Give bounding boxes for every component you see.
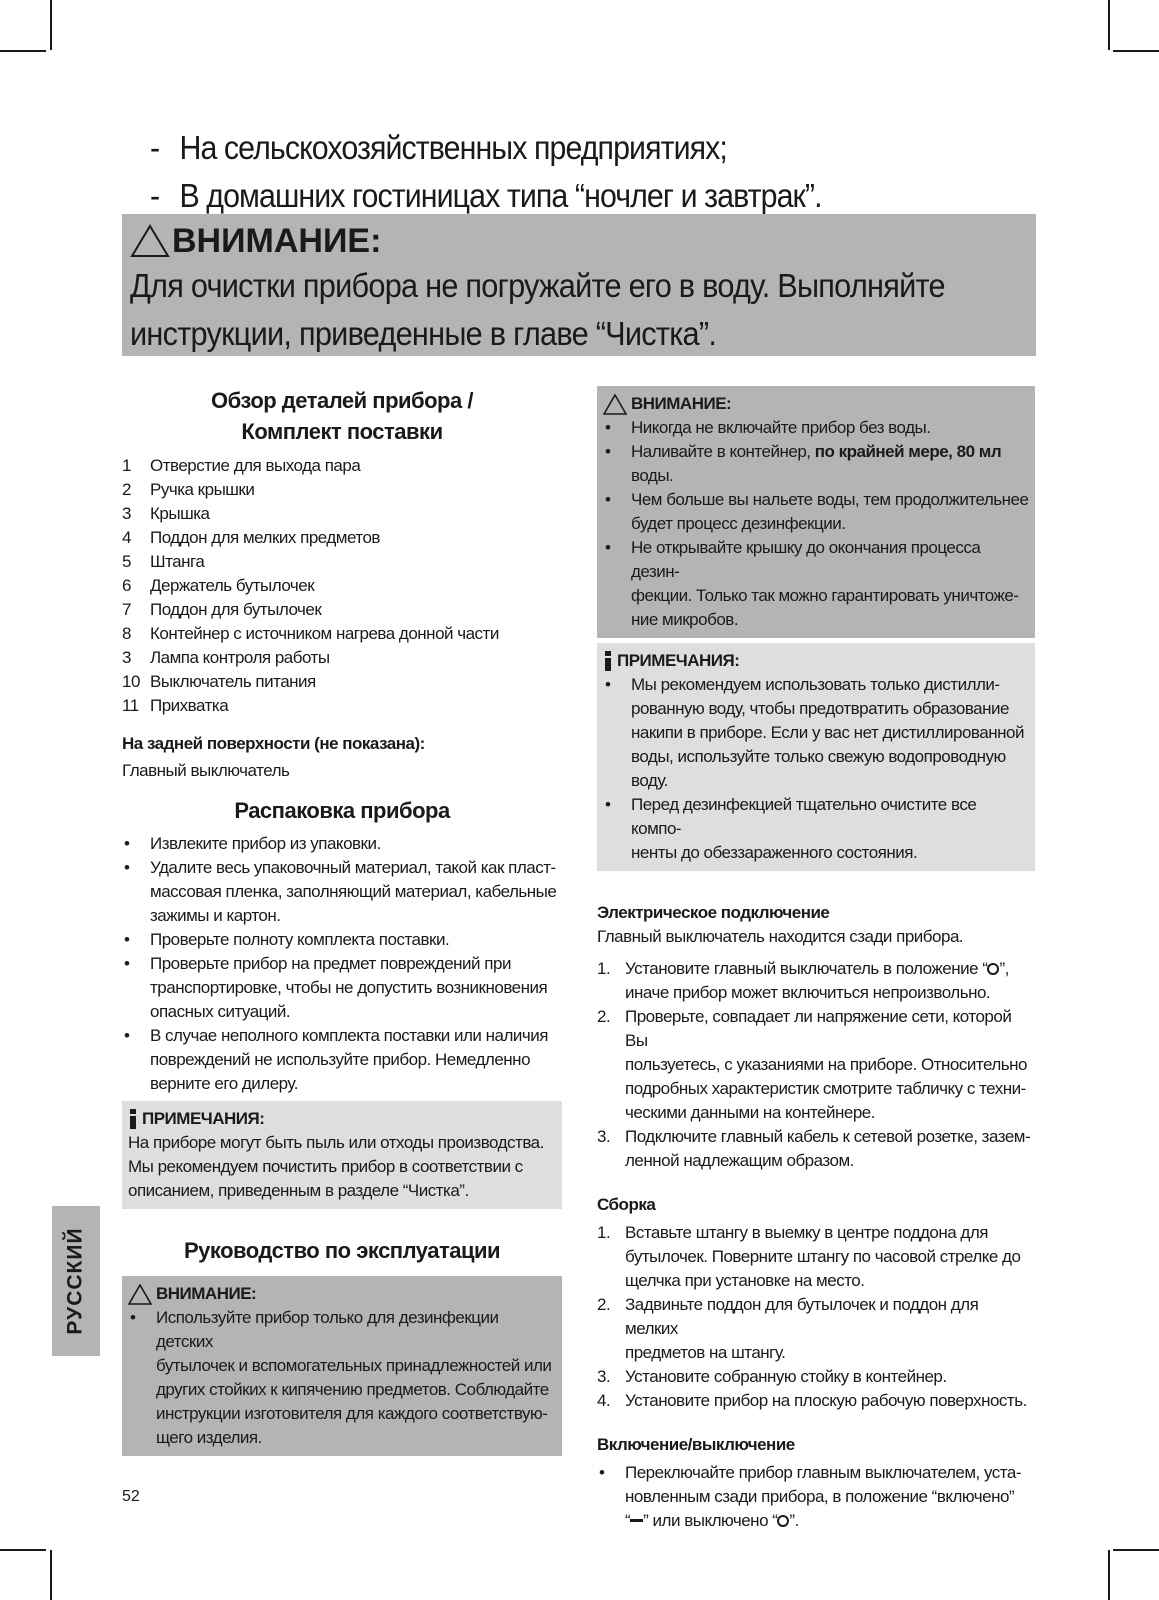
warning-triangle-icon — [128, 1284, 152, 1305]
note-heading: ПРИМЕЧАНИЯ: — [603, 649, 1029, 673]
electrical-intro: Главный выключатель находится сзади прибора. — [597, 927, 964, 946]
right-note-box — [597, 643, 1035, 871]
section-title-overview: Комплект поставки — [241, 419, 443, 444]
unpacking-list — [122, 832, 562, 1096]
main-warning-box — [122, 214, 1036, 356]
parts-list — [122, 454, 562, 718]
warning-triangle-icon — [603, 394, 627, 415]
note-heading: ПРИМЕЧАНИЯ: — [128, 1107, 556, 1131]
section-title-unpacking: Распаковка прибора — [234, 798, 450, 823]
main-warning-text: Для очистки прибора не погружайте его в воду. Выполняйте — [130, 267, 945, 304]
list-item: • Используйте прибор только для дезинфекции детских бутылочек и вспомогательных принадлежностей или других стойких к кипячению предметов. Соблюдайте инструкции изготовителя для каждого соответствую- щего изделия. — [130, 1308, 552, 1447]
list-item: 3 Лампа контроля работы — [122, 648, 330, 667]
crop-mark — [1108, 0, 1110, 50]
list-item: 1. Вставьте штангу в выемку в центре поддона для бутылочек. Поверните штангу по часовой стрелке до щелчка при установке на место. — [597, 1223, 1021, 1290]
main-warning-heading: ВНИМАНИЕ: — [130, 220, 1028, 262]
onoff-list — [597, 1461, 1035, 1533]
off-symbol-icon — [987, 963, 999, 975]
onoff-heading: Включение/выключение — [597, 1435, 795, 1454]
electrical-steps — [597, 957, 1035, 1173]
list-item: 10 Выключатель питания — [122, 672, 316, 691]
crop-mark — [50, 0, 52, 50]
list-item: - На сельскохозяйственных предприятиях; — [150, 129, 727, 166]
list-item: 3 Крышка — [122, 504, 210, 523]
manual-warning-box — [122, 1276, 562, 1456]
crop-mark — [0, 1549, 46, 1551]
list-item: 6 Держатель бутылочек — [122, 576, 315, 595]
crop-mark — [50, 1550, 52, 1600]
assembly-steps — [597, 1221, 1035, 1413]
list-item: • В случае неполного комплекта поставки или наличия повреждений не используйте прибор. Немедленно верните его дилеру. — [124, 1026, 548, 1093]
unpacking-note-box: ПРИМЕЧАНИЯ: На приборе могут быть пыль или отходы производства. Мы рекомендуем почистить прибор в соответствии с описанием, приведенным в разделе “Чистка”. — [122, 1101, 562, 1209]
list-item: 3. Подключите главный кабель к сетевой розетке, зазем- ленной надлежащим образом. — [597, 1127, 1031, 1170]
list-item: 5 Штанга — [122, 552, 205, 571]
section-title-overview: Обзор деталей прибора / — [211, 388, 473, 413]
warning-heading: ВНИМАНИЕ: — [603, 392, 1029, 416]
left-column — [122, 385, 562, 1456]
section-title-manual: Руководство по эксплуатации — [183, 1238, 501, 1263]
list-item: 4. Установите прибор на плоскую рабочую поверхность. — [597, 1391, 1027, 1410]
back-surface-heading: На задней поверхности (не показана): — [122, 734, 425, 753]
list-item: 2. Проверьте, совпадает ли напряжение сети, которой Вы пользуетесь, с указаниями на приборе. Относительно подробных характеристик смотрите табличку с техни- ческими данными на контейнере. — [597, 1007, 1027, 1122]
list-item: • Наливайте в контейнер, по крайней мере, 80 мл воды. — [605, 442, 1002, 485]
top-bullet-list — [150, 124, 1050, 220]
list-item: - В домашних гостиницах типа “ночлег и завтрак”. — [150, 177, 822, 214]
assembly-heading: Сборка — [597, 1195, 656, 1214]
info-icon — [603, 651, 613, 671]
right-column — [597, 386, 1035, 1533]
crop-mark — [0, 50, 46, 52]
list-item: • Чем больше вы нальете воды, тем продолжительнее будет процесс дезинфекции. — [605, 490, 1029, 533]
list-item: 4 Поддон для мелких предметов — [122, 528, 380, 547]
electrical-heading: Электрическое подключение — [597, 903, 830, 922]
list-item: • Проверьте полноту комплекта поставки. — [124, 930, 450, 949]
page-number: 52 — [122, 1488, 140, 1505]
list-item: 11 Прихватка — [122, 696, 229, 715]
info-icon — [128, 1109, 138, 1129]
list-item: • Не открывайте крышку до окончания процесса дезин- фекции. Только так можно гарантировать уничтоже- ние микробов. — [605, 538, 1019, 629]
main-warning-text: инструкции, приведенные в главе “Чистка”. — [130, 315, 717, 352]
list-item: • Удалите весь упаковочный материал, такой как пласт- массовая пленка, заполняющий материал, кабельные зажимы и картон. — [124, 858, 557, 925]
list-item: • Мы рекомендуем использовать только дистилли- рованную воду, чтобы предотвратить образование накипи в приборе. Если у вас нет дистиллированной воды, используйте только свежую водопроводную воду. — [605, 675, 1024, 790]
crop-mark — [1113, 1549, 1159, 1551]
language-tab: РУССКИЙ — [52, 1206, 100, 1356]
list-item: 7 Поддон для бутылочек — [122, 600, 322, 619]
off-symbol-icon — [777, 1515, 789, 1527]
list-item: • Проверьте прибор на предмет повреждений при транспортировке, чтобы не допустить возникновения опасных ситуаций. — [124, 954, 548, 1021]
right-warning-box — [597, 386, 1035, 638]
crop-mark — [1108, 1550, 1110, 1600]
list-item: 2 Ручка крышки — [122, 480, 255, 499]
list-item: • Перед дезинфекцией тщательно очистите все компо- ненты до обеззараженного состояния. — [605, 795, 977, 862]
warning-heading: ВНИМАНИЕ: — [128, 1282, 556, 1306]
list-item: 3. Установите собранную стойку в контейнер. — [597, 1367, 947, 1386]
list-item: 1. Установите главный выключатель в положение “ ”, иначе прибор может включиться непроизвольно. — [597, 959, 1009, 1002]
back-surface-text: Главный выключатель — [122, 761, 290, 780]
list-item: 8 Контейнер с источником нагрева донной части — [122, 624, 499, 643]
list-item: • Никогда не включайте прибор без воды. — [605, 418, 931, 437]
warning-triangle-icon — [130, 224, 170, 258]
on-symbol-icon — [630, 1519, 643, 1522]
list-item: • Извлеките прибор из упаковки. — [124, 834, 381, 853]
list-item: • Переключайте прибор главным выключателем, уста- новленным сзади прибора, в положение “включено” “ ” или выключено “ ”. — [599, 1463, 1021, 1530]
list-item: 2. Задвиньте поддон для бутылочек и поддон для мелких предметов на штангу. — [597, 1295, 979, 1362]
crop-mark — [1113, 50, 1159, 52]
list-item: 1 Отверстие для выхода пара — [122, 456, 361, 475]
